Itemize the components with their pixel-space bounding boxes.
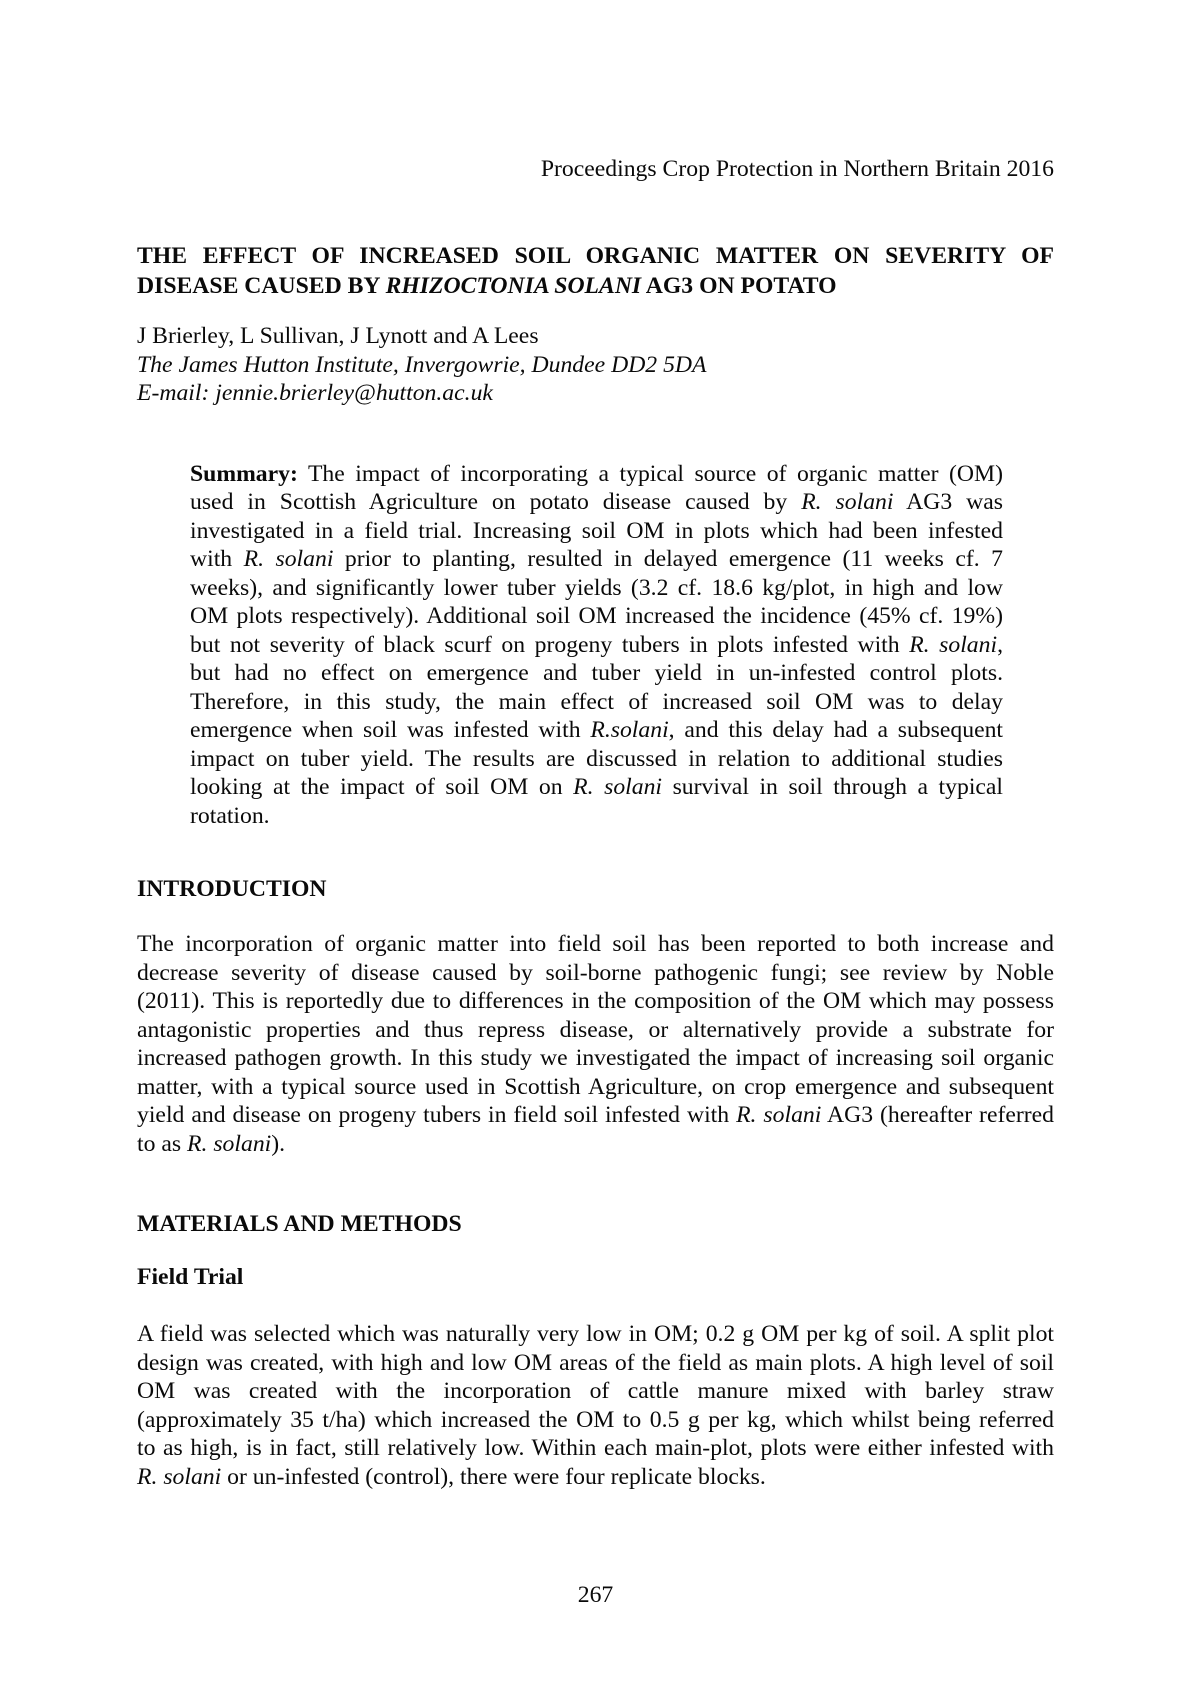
text-line: investigated in a field trial. Increasing soil OM in plots which had been infested (190, 517, 1003, 544)
text-line: emergence when soil was infested with R.solani, and this delay had a subsequent (190, 717, 1004, 743)
text-line: rotation. (190, 802, 270, 829)
text-line: matter, with a typical source used in Scottish Agriculture, on crop emergence and subsequent (137, 1073, 1054, 1100)
text-line: DISEASE CAUSED BY RHIZOCTONIA SOLANI AG3 ON POTATO (137, 273, 837, 299)
section-heading-introduction: INTRODUCTION (137, 876, 327, 902)
text-line: impact on tuber yield. The results are discussed in relation to additional studies (190, 745, 1003, 772)
text-line: A field was selected which was naturally very low in OM; 0.2 g OM per kg of soil. A split plot (137, 1321, 1054, 1347)
text-line: yield and disease on progeny tubers in field soil infested with R. solani AG3 (hereafter referred (137, 1102, 1054, 1128)
paper-title (137, 241, 1054, 301)
text-line: (2011). This is reportedly due to differences in the composition of the OM which may possess (137, 988, 1054, 1014)
text-line: design was created, with high and low OM areas of the field as main plots. A high level of soil (137, 1349, 1054, 1376)
subsection-heading-field-trial: Field Trial (137, 1264, 244, 1290)
text-line: weeks), and significantly lower tuber yields (3.2 cf. 18.6 kg/plot, in high and low (190, 574, 1003, 601)
text-line: with R. solani prior to planting, resulted in delayed emergence (11 weeks cf. 7 (190, 546, 1003, 572)
text-line: looking at the impact of soil OM on R. solani survival in soil through a typical (190, 774, 1004, 800)
text-line: OM plots respectively). Additional soil OM increased the incidence (45% cf. 19%) (190, 603, 1003, 629)
text-line: The incorporation of organic matter into field soil has been reported to both increase and (137, 931, 1054, 957)
text-line: (approximately 35 t/ha) which increased the OM to 0.5 g per kg, which whilst being referred (137, 1406, 1054, 1433)
text-line: THE EFFECT OF INCREASED SOIL ORGANIC MATTER ON SEVERITY OF (137, 243, 1054, 269)
text-line: to as high, is in fact, still relatively low. Within each main-plot, plots were either infested with (137, 1435, 1054, 1461)
text-line: used in Scottish Agriculture on potato disease caused by R. solani AG3 was (190, 489, 1003, 515)
introduction-paragraph (137, 930, 1054, 1158)
text-line: OM was created with the incorporation of cattle manure mixed with barley straw (137, 1378, 1054, 1404)
text-line: but had no effect on emergence and tuber yield in un-infested control plots. (190, 660, 1003, 686)
text-line: antagonistic properties and thus repress disease, or alternatively provide a substrate for (137, 1016, 1054, 1043)
text-line: increased pathogen growth. In this study we investigated the impact of increasing soil organic (137, 1045, 1054, 1071)
section-heading-materials-and-methods: MATERIALS AND METHODS (137, 1211, 462, 1237)
author-block (137, 322, 1054, 408)
proceedings-header: Proceedings Crop Protection in Northern Britain 2016 (540, 156, 1054, 182)
text-line: Summary: The impact of incorporating a typical source of organic matter (OM) (190, 460, 1003, 487)
text-line: R. solani or un-infested (control), there were four replicate blocks. (137, 1463, 766, 1490)
text-line: to as R. solani). (137, 1130, 286, 1157)
field-trial-paragraph (137, 1320, 1054, 1491)
affiliation-line: The James Hutton Institute, Invergowrie, Dundee DD2 5DA (137, 351, 707, 378)
page-number: 267 (577, 1582, 614, 1608)
text-line: but not severity of black scurf on progeny tubers in plots infested with R. solani, (190, 631, 1003, 658)
text-line: Therefore, in this study, the main effect of increased soil OM was to delay (190, 688, 1003, 715)
summary-block (190, 460, 1003, 831)
email-line: E-mail: jennie.brierley@hutton.ac.uk (137, 380, 493, 406)
author-names: J Brierley, L Sullivan, J Lynott and A Lees (137, 323, 539, 349)
text-line: decrease severity of disease caused by soil-borne pathogenic fungi; see review by Noble (137, 959, 1054, 986)
